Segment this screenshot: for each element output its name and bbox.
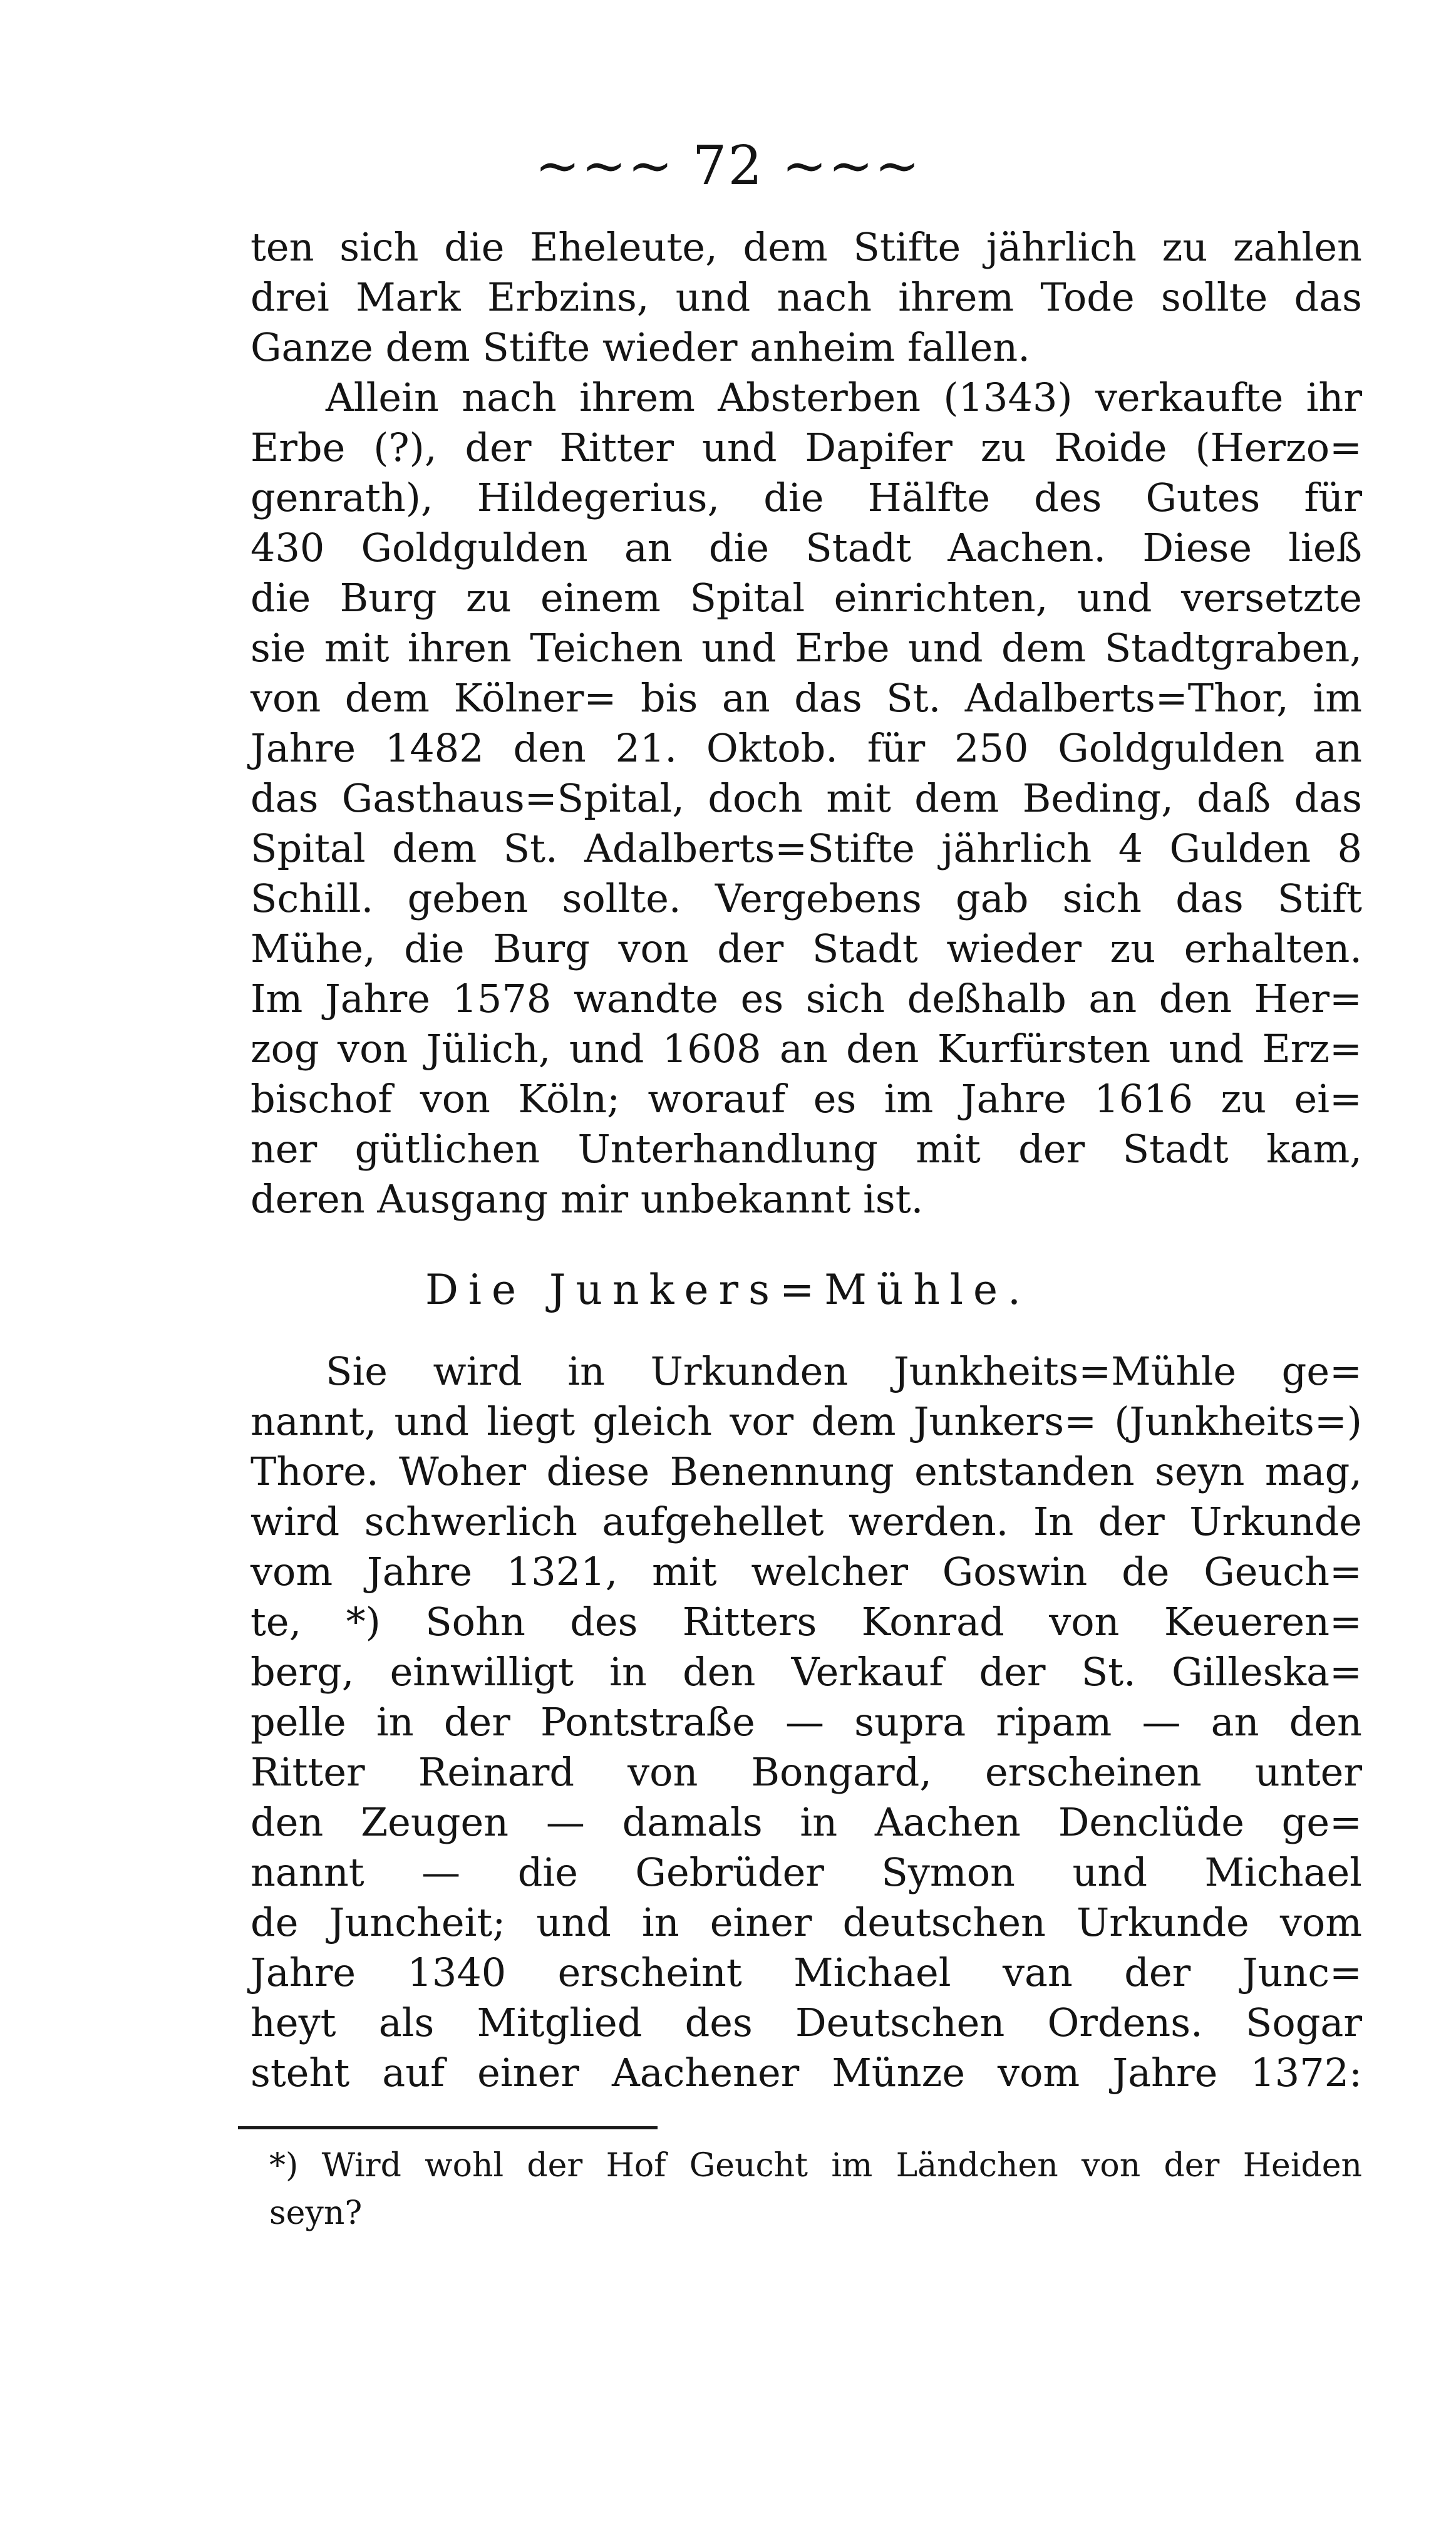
page-header: [0, 135, 1456, 197]
text-line: Thore. Woher diese Benennung entstanden seyn mag,: [250, 1449, 1362, 1494]
text-line: ner gütlichen Unterhandlung mit der Stadt kam,: [250, 1126, 1362, 1172]
text-line: wird schwerlich aufgehellet werden. In der Urkunde: [250, 1499, 1362, 1544]
text-line: pelle in der Pontstraße — supra ripam — an den: [250, 1699, 1362, 1745]
text-line: Ritter Reinard von Bongard, erscheinen unter: [250, 1749, 1362, 1795]
text-line: 430 Goldgulden an die Stadt Aachen. Diese ließ: [250, 525, 1362, 571]
text-line: nannt — die Gebrüder Symon und Michael: [250, 1849, 1362, 1895]
text-line: sie mit ihren Teichen und Erbe und dem Stadtgraben,: [250, 625, 1362, 671]
text-line: Jahre 1340 erscheint Michael van der Junc=: [250, 1950, 1362, 1995]
page-number: ~~~ 72 ~~~: [535, 135, 921, 197]
paragraph: [250, 1346, 1362, 2098]
section-heading: Die Junkers=Mühle.: [425, 1266, 1031, 1314]
text-line: Sie wird in Urkunden Junkheits=Mühle ge=: [326, 1348, 1362, 1394]
text-line: vom Jahre 1321, mit welcher Goswin de Geuch=: [250, 1549, 1362, 1594]
text-line: Ganze dem Stifte wieder anheim fallen.: [250, 324, 1030, 370]
footnote-divider: [238, 2126, 658, 2129]
text-line: von dem Kölner= bis an das St. Adalberts=Thor, im: [250, 675, 1362, 721]
text-line: Mühe, die Burg von der Stadt wieder zu erhalten.: [250, 926, 1362, 971]
text-line: heyt als Mitglied des Deutschen Ordens. Sogar: [250, 2000, 1362, 2045]
paragraph-continuation: [250, 222, 1362, 373]
text-line: berg, einwilligt in den Verkauf der St. Gilleska=: [250, 1649, 1362, 1695]
text-line: bischof von Köln; worauf es im Jahre 1616 zu ei=: [250, 1076, 1362, 1122]
text-line: Spital dem St. Adalberts=Stifte jährlich 4 Gulden 8: [250, 825, 1362, 871]
text-line: Jahre 1482 den 21. Oktob. für 250 Goldgulden an: [250, 725, 1362, 771]
footnote-line: seyn?: [269, 2194, 363, 2232]
text-line: genrath), Hildegerius, die Hälfte des Gutes für: [250, 475, 1362, 520]
text-line: ten sich die Eheleute, dem Stifte jährlich zu zahlen: [250, 224, 1362, 270]
text-line: das Gasthaus=Spital, doch mit dem Beding, daß das: [250, 775, 1362, 821]
text-line: deren Ausgang mir unbekannt ist.: [250, 1176, 924, 1222]
text-line: Im Jahre 1578 wandte es sich deßhalb an den Her=: [250, 976, 1362, 1021]
footnote-line: *) Wird wohl der Hof Geucht im Ländchen von der Heiden: [269, 2147, 1362, 2184]
text-line: drei Mark Erbzins, und nach ihrem Tode sollte das: [250, 274, 1362, 320]
paragraph: [250, 373, 1362, 1224]
text-line: Schill. geben sollte. Vergebens gab sich das Stift: [250, 876, 1362, 921]
footnote: [269, 2142, 1362, 2237]
text-line: die Burg zu einem Spital einrichten, und versetzte: [250, 575, 1362, 621]
text-line: de Juncheit; und in einer deutschen Urkunde vom: [250, 1899, 1362, 1945]
text-line: steht auf einer Aachener Münze vom Jahre 1372:: [250, 2050, 1362, 2095]
text-line: den Zeugen — damals in Aachen Denclüde ge=: [250, 1799, 1362, 1845]
text-line: Erbe (?), der Ritter und Dapifer zu Roide (Herzo=: [250, 425, 1362, 470]
text-line: Allein nach ihrem Absterben (1343) verkaufte ihr: [326, 375, 1362, 420]
text-line: te, *) Sohn des Ritters Konrad von Keueren=: [250, 1599, 1362, 1645]
text-line: zog von Jülich, und 1608 an den Kurfürsten und Erz=: [250, 1026, 1362, 1072]
text-line: nannt, und liegt gleich vor dem Junkers= (Junkheits=): [250, 1398, 1362, 1444]
